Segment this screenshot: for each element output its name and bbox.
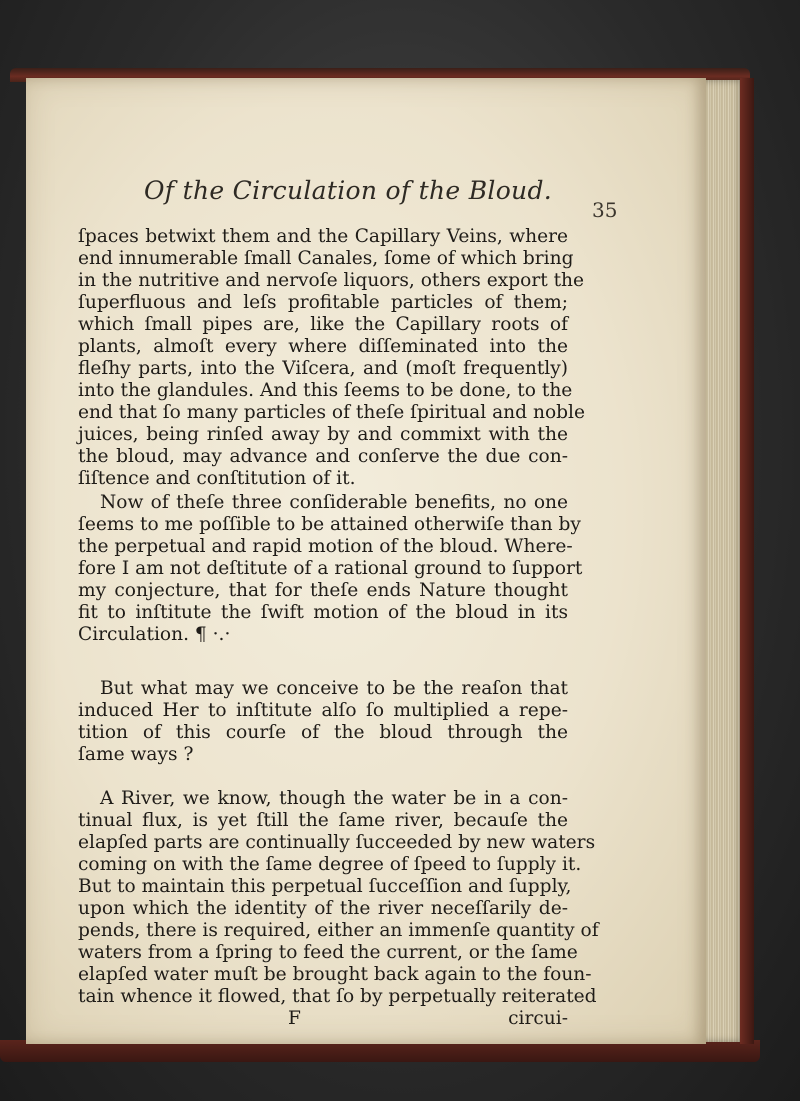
text-line: tain whence it flowed, that ſo by perpetually reiterated xyxy=(78,986,597,1007)
text-line: fore I am not deſtitute of a rational ground to ſupport xyxy=(78,558,583,579)
text-line: juices, being rinſed away by and commixt with the xyxy=(78,424,568,445)
text-line: end innumerable ſmall Canales, ſome of which bring xyxy=(78,248,574,269)
text-line: the perpetual and rapid motion of the bloud. Where- xyxy=(78,536,573,557)
catchword: circui- xyxy=(508,1008,568,1029)
page-number: 35 xyxy=(592,198,618,222)
text-line: induced Her to inſtitute alſo ſo multiplied a repe- xyxy=(78,700,568,721)
text-line: plants, almoſt every where diſſeminated into the xyxy=(78,336,568,357)
text-line: But what may we conceive to be the reaſon that xyxy=(100,678,568,699)
text-line: fleſhy parts, into the Viſcera, and (moſt frequently) xyxy=(78,358,568,379)
signature-mark: F xyxy=(288,1008,301,1029)
text-line: But to maintain this perpetual ſucceſſion and ſupply, xyxy=(78,876,572,897)
text-line: Now of theſe three conſiderable benefits, no one xyxy=(100,492,568,513)
text-line: waters from a ſpring to feed the current, or the ſame xyxy=(78,942,578,963)
text-line: in the nutritive and nervoſe liquors, others export the xyxy=(78,270,585,291)
text-line: end that ſo many particles of theſe ſpiritual and noble xyxy=(78,402,585,423)
book-binding-edge xyxy=(740,78,754,1044)
text-line: pends, there is required, either an immenſe quantity of xyxy=(78,920,599,941)
text-line: my conjecture, that for theſe ends Nature thought xyxy=(78,580,568,601)
text-line: the bloud, may advance and conſerve the due con- xyxy=(78,446,568,467)
text-line: ſpaces betwixt them and the Capillary Veins, where xyxy=(78,226,568,247)
text-line: elapſed water muſt be brought back again to the foun- xyxy=(78,964,592,985)
text-line: ſame ways ? xyxy=(78,744,194,765)
text-line: coming on with the ſame degree of ſpeed to ſupply it. xyxy=(78,854,582,875)
text-line: elapſed parts are continually ſucceeded by new waters xyxy=(78,832,596,853)
text-line: tinual flux, is yet ſtill the ſame river, becauſe the xyxy=(78,810,568,831)
text-line: ſiſtence and conſtitution of it. xyxy=(78,468,356,489)
text-line: fit to inſtitute the ſwift motion of the bloud in its xyxy=(78,602,568,623)
text-line: ſuperfluous and leſs profitable particles of them; xyxy=(78,292,568,313)
text-line: upon which the identity of the river neceſſarily de- xyxy=(78,898,568,919)
text-line: which ſmall pipes are, like the Capillary roots of xyxy=(78,314,568,335)
text-line: ſeems to me poſſible to be attained otherwiſe than by xyxy=(78,514,581,535)
book-page xyxy=(26,78,706,1044)
running-title: Of the Circulation of the Bloud. xyxy=(144,176,553,205)
text-line: into the glandules. And this ſeems to be done, to the xyxy=(78,380,573,401)
page-fore-edge xyxy=(700,80,740,1042)
text-line: tition of this courſe of the bloud through the xyxy=(78,722,568,743)
text-line: Circulation. ¶ ·.· xyxy=(78,624,231,645)
text-line: A River, we know, though the water be in a con- xyxy=(100,788,568,809)
